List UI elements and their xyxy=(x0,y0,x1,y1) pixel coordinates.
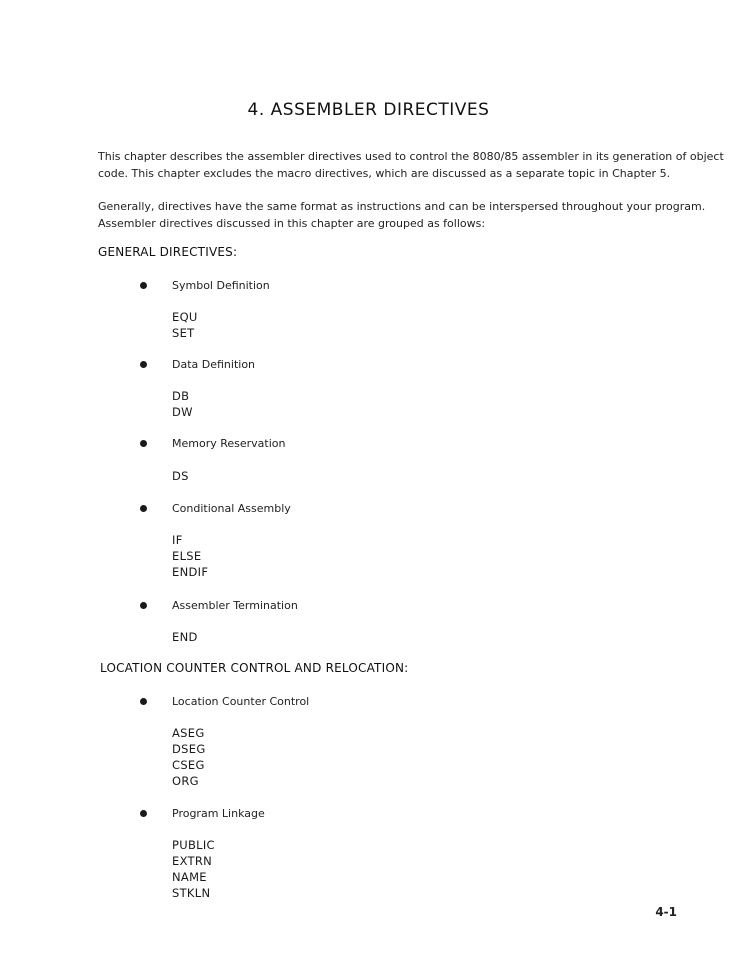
directive-public: PUBLIC xyxy=(172,838,215,852)
directive-org: ORG xyxy=(172,774,199,788)
bullet-icon xyxy=(140,602,147,609)
directive-stkln: STKLN xyxy=(172,886,211,900)
directive-set: SET xyxy=(172,326,195,340)
directive-list-symbol-definition xyxy=(172,309,198,341)
directive-list-memory-reservation xyxy=(172,468,189,484)
bullet-label: Symbol Definition xyxy=(172,279,270,292)
bullet-icon xyxy=(140,505,147,512)
directive-list-location-counter-control xyxy=(172,725,206,789)
bullet-label: Assembler Termination xyxy=(172,599,298,612)
chapter-title: 4. ASSEMBLER DIRECTIVES xyxy=(247,100,490,120)
location-counter-heading: LOCATION COUNTER CONTROL AND RELOCATION: xyxy=(100,661,409,675)
directive-end: END xyxy=(172,630,198,644)
directive-dseg: DSEG xyxy=(172,742,206,756)
intro-paragraph-1-line-1: This chapter describes the assembler directives used to control the 8080/85 assembler in its generation of object xyxy=(98,150,724,163)
directive-else: ELSE xyxy=(172,549,202,563)
bullet-icon xyxy=(140,361,147,368)
directive-list-assembler-termination xyxy=(172,629,198,645)
general-directives-heading: GENERAL DIRECTIVES: xyxy=(98,245,238,259)
intro-paragraph-2-line-2: Assembler directives discussed in this chapter are grouped as follows: xyxy=(98,217,486,230)
intro-paragraph-2 xyxy=(98,198,706,232)
page-number: 4-1 xyxy=(655,905,677,919)
bullet-icon xyxy=(140,282,147,289)
directive-list-conditional-assembly xyxy=(172,532,208,580)
intro-paragraph-1-line-2: code. This chapter excludes the macro directives, which are discussed as a separate topic in Chapter 5. xyxy=(98,167,671,180)
directive-list-program-linkage xyxy=(172,837,215,901)
directive-if: IF xyxy=(172,533,183,547)
directive-list-data-definition xyxy=(172,388,193,420)
directive-equ: EQU xyxy=(172,310,198,324)
intro-paragraph-2-line-1: Generally, directives have the same format as instructions and can be interspersed throughout your program. xyxy=(98,200,706,213)
directive-dw: DW xyxy=(172,405,193,419)
bullet-label: Data Definition xyxy=(172,358,256,371)
bullet-icon xyxy=(140,810,147,817)
directive-aseg: ASEG xyxy=(172,726,205,740)
directive-endif: ENDIF xyxy=(172,565,209,579)
directive-db: DB xyxy=(172,389,190,403)
bullet-label: Program Linkage xyxy=(172,807,265,820)
bullet-label: Memory Reservation xyxy=(172,437,286,450)
directive-name: NAME xyxy=(172,870,207,884)
bullet-label: Conditional Assembly xyxy=(172,502,291,515)
bullet-icon xyxy=(140,698,147,705)
directive-cseg: CSEG xyxy=(172,758,205,772)
bullet-icon xyxy=(140,440,147,447)
directive-ds: DS xyxy=(172,469,189,483)
intro-paragraph-1 xyxy=(98,148,724,182)
bullet-label: Location Counter Control xyxy=(172,695,310,708)
directive-extrn: EXTRN xyxy=(172,854,213,868)
